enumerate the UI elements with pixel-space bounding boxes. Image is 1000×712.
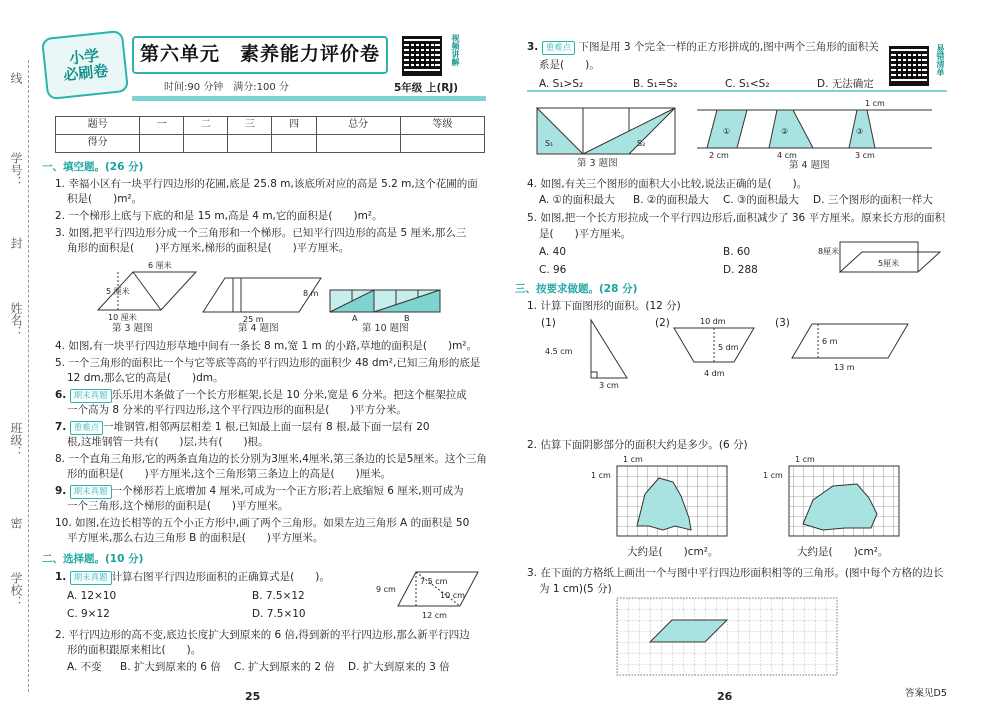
- question-text: 5. 一个三角形的面积比一个与它等底等高的平行四边形的面积少 48 dm²,已知三角形的底是: [55, 357, 481, 369]
- cut-line: [28, 60, 29, 692]
- table-cell: 总分: [316, 117, 400, 135]
- score-input-cell[interactable]: [316, 135, 400, 153]
- figure-label: 9 cm: [376, 585, 396, 594]
- figure-label: 8厘米: [818, 247, 840, 256]
- choice-option[interactable]: D. 288: [723, 264, 758, 276]
- tag-badge: 重难点: [542, 41, 576, 55]
- page-header: [44, 28, 486, 102]
- question-text: 根,这堆钢管一共有( )层,共有( )根。: [67, 436, 269, 448]
- question-text: 8. 一个直角三角形,它的两条直角边的长分别为3厘米,4厘米,第三条边的长是5厘米。这个三角: [55, 453, 487, 465]
- question-text: 2. 平行四边形的高不变,底边长度扩大到原来的 6 倍,得到新的平行四边形,那么新平行四边: [55, 629, 470, 641]
- figure-parallelogram-split: [78, 262, 198, 322]
- figure-label: 5 dm: [718, 343, 739, 352]
- page-title: 第六单元 素养能力评价卷: [132, 36, 388, 74]
- score-input-cell[interactable]: [140, 135, 184, 153]
- figure-label: 10 dm: [700, 317, 726, 326]
- tag-badge: 期末真题: [70, 571, 112, 585]
- figure-label: 4.5 cm: [545, 347, 573, 356]
- tag-badge: 期末真题: [70, 389, 112, 403]
- tag-badge: 重难点: [70, 421, 104, 435]
- figure-label: 10 cm: [440, 591, 465, 600]
- sub-question-label: (1): [541, 317, 556, 329]
- figure-label: A: [352, 314, 358, 323]
- question-text: 1. 幸福小区有一块平行四边形的花圃,底是 25.8 m,该底所对应的高是 5.2 m,这个花圃的面: [55, 178, 478, 190]
- brand-logo: 小学 必刷卷: [41, 30, 129, 100]
- question-text: 12 dm,那么它的高是( )dm。: [67, 372, 224, 384]
- score-input-cell[interactable]: [272, 135, 316, 153]
- question-text: 1. 计算下面图形的面积。(12 分): [527, 300, 681, 312]
- answer-blank[interactable]: 大约是( )cm²。: [627, 546, 719, 558]
- figure-label: 2 cm: [709, 151, 729, 160]
- question-text: 为 1 cm)(5 分): [539, 583, 612, 595]
- figure-label: 6 厘米: [148, 261, 172, 270]
- figure-label: 1 cm: [591, 471, 611, 480]
- drawing-grid[interactable]: [617, 598, 839, 678]
- choice-option[interactable]: B. 7.5×12: [252, 590, 305, 602]
- tag-badge: 期末真题: [70, 485, 112, 499]
- choice-option[interactable]: D. 三个图形的面积一样大: [813, 194, 933, 206]
- choice-option[interactable]: B. 60: [723, 246, 751, 258]
- figure-parallelogram: [788, 318, 918, 374]
- qr-label: 视频讲解: [451, 34, 460, 66]
- choice-option[interactable]: C. 9×12: [67, 608, 110, 620]
- figure-label: ①: [723, 127, 731, 136]
- figure-caption: 第 4 题图: [789, 160, 830, 171]
- figure-label: 13 m: [834, 363, 855, 372]
- question-text: 2. 估算下面阴影部分的面积大约是多少。(6 分): [527, 439, 748, 451]
- figure-label: 5 厘米: [106, 287, 130, 296]
- choice-option[interactable]: C. 96: [539, 264, 567, 276]
- figure-label: ③: [856, 127, 864, 136]
- header-rule: [527, 90, 947, 92]
- figure-label: 25 m: [243, 315, 264, 324]
- question-text: 1. 期末真题 计算右图平行四边形面积的正确算式是( )。: [55, 571, 330, 583]
- figure-label: 7.5 cm: [420, 577, 448, 586]
- table-cell: 三: [228, 117, 272, 135]
- figure-label: 4 cm: [777, 151, 797, 160]
- grid-estimate-1: [591, 455, 737, 538]
- choice-option[interactable]: C. 扩大到原来的 2 倍: [234, 661, 335, 673]
- qr-code[interactable]: [402, 36, 442, 76]
- gutter-label: 学校：: [9, 572, 23, 608]
- table-cell: 得分: [56, 135, 140, 153]
- question-text: 积是( )m²。: [67, 193, 143, 205]
- table-cell: 二: [184, 117, 228, 135]
- choice-option[interactable]: D. 无法确定: [817, 78, 874, 90]
- grid-estimate-2: [763, 455, 913, 538]
- figure-label: S₂: [637, 139, 646, 148]
- figure-label: 1 cm: [763, 471, 783, 480]
- figure-label: 8 m: [303, 289, 319, 298]
- section-heading: 二、选择题。(10 分): [42, 553, 144, 565]
- figure-caption: 第 10 题图: [362, 323, 409, 334]
- figure-label: B: [404, 314, 410, 323]
- question-text: 平方厘米,那么右边三角形 B 的面积是( )平方厘米。: [67, 532, 324, 544]
- question-text: 3. 重难点 下图是用 3 个完全一样的正方形拼成的,图中两个三角形的面积关: [527, 41, 879, 53]
- question-text: 形的面积跟原来相比( )。: [67, 644, 202, 656]
- question-text: 4. 如图,有关三个图形的面积大小比较,说法正确的是( )。: [527, 178, 808, 190]
- figure-caption: 第 3 题图: [577, 158, 618, 169]
- figure-label: ②: [781, 127, 789, 136]
- gutter-label: 封: [9, 237, 23, 249]
- binding-gutter: [0, 0, 44, 712]
- table-cell: 四: [272, 117, 316, 135]
- choice-option[interactable]: A. 12×10: [67, 590, 117, 602]
- answer-reference: 答案见D5: [905, 688, 947, 699]
- right-page: [505, 0, 1000, 712]
- figure-label: 5厘米: [878, 259, 900, 268]
- question-text: 系是( )。: [539, 59, 600, 71]
- choice-option[interactable]: D. 7.5×10: [252, 608, 306, 620]
- choice-option[interactable]: A. S₁>S₂: [539, 78, 584, 90]
- figure-label: 10 厘米: [108, 313, 137, 322]
- score-input-cell[interactable]: [228, 135, 272, 153]
- gutter-label: 姓名：: [9, 302, 23, 338]
- table-cell: 等级: [400, 117, 484, 135]
- figure-right-triangle: [541, 318, 641, 388]
- question-text: 7. 重难点 一堆钢管,相邻两层相差 1 根,已知最上面一层有 8 根,最下面一层有 20: [55, 421, 430, 433]
- figure-label: 1 cm: [865, 99, 885, 108]
- choice-option[interactable]: B. ②的面积最大: [633, 194, 709, 206]
- figure-caption: 第 4 题图: [238, 323, 279, 334]
- gutter-label: 班级：: [9, 422, 23, 458]
- choice-option[interactable]: A. ①的面积最大: [539, 194, 615, 206]
- choice-option[interactable]: A. 40: [539, 246, 567, 258]
- question-text: 是( )平方厘米。: [539, 228, 632, 240]
- question-text: 10. 如图,在边长相等的五个小正方形中,画了两个三角形。如果左边三角形 A 的面积是 50: [55, 517, 470, 529]
- table-cell: 题号: [56, 117, 140, 135]
- figure-three-shapes: [697, 100, 947, 160]
- figure-label: 6 m: [822, 337, 838, 346]
- score-input-cell[interactable]: [400, 135, 484, 153]
- page-number: 26: [717, 690, 733, 704]
- sub-question-label: (2): [655, 317, 670, 329]
- gutter-label: 密: [9, 517, 23, 529]
- section-heading: 一、填空题。(26 分): [42, 161, 144, 173]
- choice-option[interactable]: C. S₁<S₂: [725, 78, 770, 90]
- question-text: 3. 在下面的方格纸上画出一个与图中平行四边形面积相等的三角形。(图中每个方格的边长: [527, 567, 944, 579]
- table-cell: 一: [140, 117, 184, 135]
- figure-label: 12 cm: [422, 611, 447, 620]
- figure-label: S₁: [545, 139, 554, 148]
- figure-trapezoid: [670, 318, 770, 382]
- score-input-cell[interactable]: [184, 135, 228, 153]
- gutter-label: 学号：: [9, 152, 23, 188]
- figure-parallelogram-choice: [378, 566, 483, 622]
- page-number: 25: [245, 690, 261, 704]
- question-text: 6. 期末真题 乐乐用木条做了一个长方形框架,长是 10 分米,宽是 6 分米。把这个框架拉成: [55, 389, 467, 401]
- choice-option[interactable]: B. 扩大到原来的 6 倍: [120, 661, 221, 673]
- figure-three-squares: [537, 108, 677, 154]
- figure-five-squares: [330, 290, 442, 323]
- question-text: 2. 一个梯形上底与下底的和是 15 m,高是 4 m,它的面积是( )m²。: [55, 210, 383, 222]
- figure-label: 3 cm: [599, 381, 619, 390]
- score-table: [55, 116, 485, 153]
- grade-label: 5年级 上(RJ): [394, 82, 459, 94]
- question-text: 一个三角形,这个梯形的面积是( )平方厘米。: [67, 500, 289, 512]
- figure-rect-to-parallelogram: [820, 238, 942, 278]
- choice-option[interactable]: B. S₁=S₂: [633, 78, 678, 90]
- figure-caption: 第 3 题图: [112, 323, 153, 334]
- question-text: 5. 如图,把一个长方形拉成一个平行四边形后,面积减少了 36 平方厘米。原来长方形的面积: [527, 212, 946, 224]
- figure-label: 3 cm: [855, 151, 875, 160]
- choice-option[interactable]: A. 不变: [67, 661, 102, 673]
- figure-label: 4 dm: [704, 369, 725, 378]
- header-rule: [132, 96, 486, 101]
- figure-label: 1 cm: [623, 455, 643, 464]
- choice-option[interactable]: C. ③的面积最大: [723, 194, 799, 206]
- left-page: [0, 0, 495, 712]
- section-heading: 三、按要求做题。(28 分): [515, 283, 638, 295]
- question-text: 3. 如图,把平行四边形分成一个三角形和一个梯形。已知平行四边形的高是 5 厘米,那么三: [55, 227, 467, 239]
- question-text: 一个高为 8 分米的平行四边形,这个平行四边形的面积是( )平方分米。: [67, 404, 407, 416]
- question-text: 9. 期末真题 一个梯形若上底增加 4 厘米,可成为一个正方形;若上底缩短 6 厘米,则可成为: [55, 485, 464, 497]
- question-text: 4. 如图,有一块平行四边形草地中间有一条长 8 m,宽 1 m 的小路,草地的面积是( )m²。: [55, 340, 478, 352]
- qr-label: 易错清单: [936, 44, 945, 76]
- question-text: 形的面积是( )平方厘米,这个三角形第三条边上的高是( )厘米。: [67, 468, 392, 480]
- figure-label: 1 cm: [795, 455, 815, 464]
- exam-meta: 时间:90 分钟 满分:100 分: [164, 82, 289, 93]
- figure-parallelogram-path: [203, 268, 325, 324]
- answer-blank[interactable]: 大约是( )cm²。: [797, 546, 889, 558]
- qr-code[interactable]: [889, 46, 929, 86]
- sub-question-label: (3): [775, 317, 790, 329]
- gutter-label: 线: [9, 72, 23, 84]
- question-text: 角形的面积是( )平方厘米,梯形的面积是( )平方厘米。: [67, 242, 350, 254]
- choice-option[interactable]: D. 扩大到原来的 3 倍: [348, 661, 450, 673]
